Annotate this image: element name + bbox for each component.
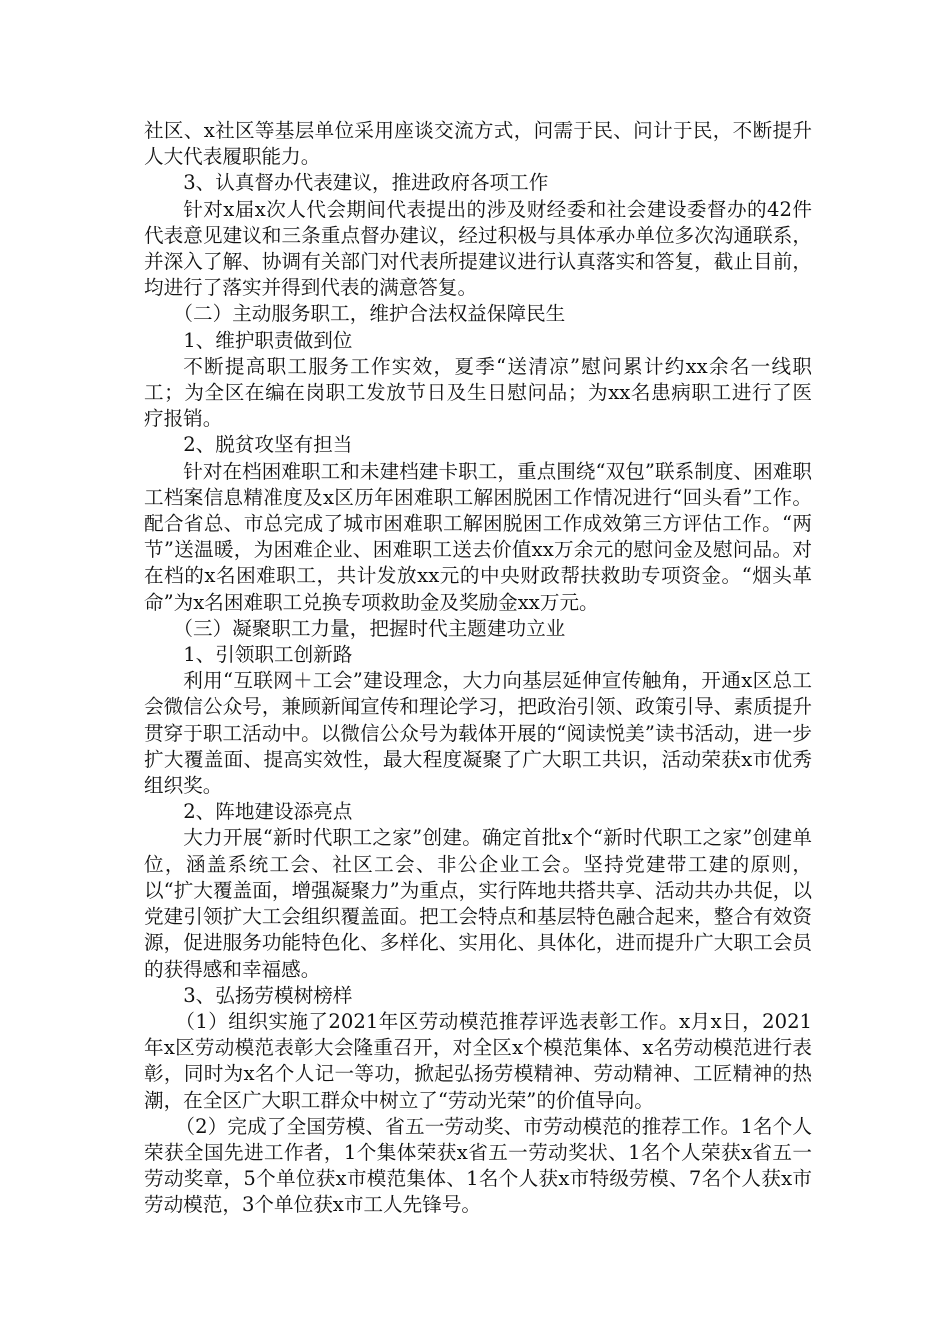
chapter-heading-2-serve-workers: （二）主动服务职工，维护合法权益保障民生 bbox=[173, 302, 566, 326]
body-paragraph: 大力开展“新时代职工之家”创建。确定首批x个“新时代职工之家”创建单位，涵盖系统工会、社区工会、非公企业工会。坚持党建带工建的原则，以“扩大覆盖面，增强凝聚力”为重点，实行阵地共搭共享、活动共办共促，以党建引领扩大工会组织覆盖面。把工会特点和基层特色融合起来，整合有效资源，促进服务功能特色化、多样化、实用化、具体化，进而提升广大职工会员的获得感和幸福感。 bbox=[144, 826, 812, 981]
body-paragraph-continued: 社区、x社区等基层单位采用座谈交流方式，问需于民、问计于民，不断提升人大代表履职能力。 bbox=[144, 119, 812, 169]
body-paragraph: 针对x届x次人代会期间代表提出的涉及财经委和社会建设委督办的42件代表意见建议和三条重点督办建议，经过积极与具体承办单位多次沟通联系，并深入了解、协调有关部门对代表所提建议进行认真落实和答复，截止目前，均进行了落实并得到代表的满意答复。 bbox=[144, 197, 812, 300]
document-page bbox=[144, 118, 812, 1219]
section-heading-1-innovation: 1、引领职工创新路 bbox=[183, 643, 353, 667]
section-heading-3-model-workers: 3、弘扬劳模树榜样 bbox=[183, 983, 353, 1007]
section-heading-1-duties: 1、维护职责做到位 bbox=[183, 328, 353, 352]
body-paragraph-item-2: （2）完成了全国劳模、省五一劳动奖、市劳动模范的推荐工作。1名个人荣获全国先进工作者，1个集体荣获x省五一劳动奖状、1名个人荣获x省五一劳动奖章，5个单位获x市模范集体、1名个人获x市特级劳模、7名个人获x市劳动模范，3个单位获x市工人先锋号。 bbox=[144, 1114, 812, 1217]
section-heading-2-position-building: 2、阵地建设添亮点 bbox=[183, 800, 353, 824]
chapter-heading-3-unite-workers: （三）凝聚职工力量，把握时代主题建功立业 bbox=[173, 616, 566, 640]
body-paragraph: 针对在档困难职工和未建档建卡职工，重点围绕“双包”联系制度、困难职工档案信息精准度及x区历年困难职工解困脱困工作情况进行“回头看”工作。配合省总、市总完成了城市困难职工解困脱困工作成效第三方评估工作。“两节”送温暖，为困难企业、困难职工送去价值xx万余元的慰问金及慰问品。对在档的x名困难职工，共计发放xx元的中央财政帮扶救助专项资金。“烟头革命”为x名困难职工兑换专项救助金及奖励金xx万元。 bbox=[144, 459, 812, 614]
body-paragraph: 利用“互联网＋工会”建设理念，大力向基层延伸宣传触角，开通x区总工会微信公众号，兼顾新闻宣传和理论学习，把政治引领、政策引导、素质提升贯穿于职工活动中。以微信公众号为载体开展的“阅读悦美”读书活动，进一步扩大覆盖面、提高实效性，最大程度凝聚了广大职工共识，活动荣获x市优秀组织奖。 bbox=[144, 669, 812, 798]
body-paragraph-item-1: （1）组织实施了2021年区劳动模范推荐评选表彰工作。x月x日，2021年x区劳动模范表彰大会隆重召开，对全区x个模范集体、x名劳动模范进行表彰，同时为x名个人记一等功，掀起弘扬劳模精神、劳动精神、工匠精神的热潮，在全区广大职工群众中树立了“劳动光荣”的价值导向。 bbox=[144, 1009, 812, 1112]
body-paragraph: 不断提高职工服务工作实效，夏季“送清凉”慰问累计约xx余名一线职工；为全区在编在岗职工发放节日及生日慰问品；为xx名患病职工进行了医疗报销。 bbox=[144, 354, 812, 431]
section-heading-3-supervise-proposals: 3、认真督办代表建议，推进政府各项工作 bbox=[183, 171, 549, 195]
section-heading-2-poverty: 2、脱贫攻坚有担当 bbox=[183, 433, 353, 457]
